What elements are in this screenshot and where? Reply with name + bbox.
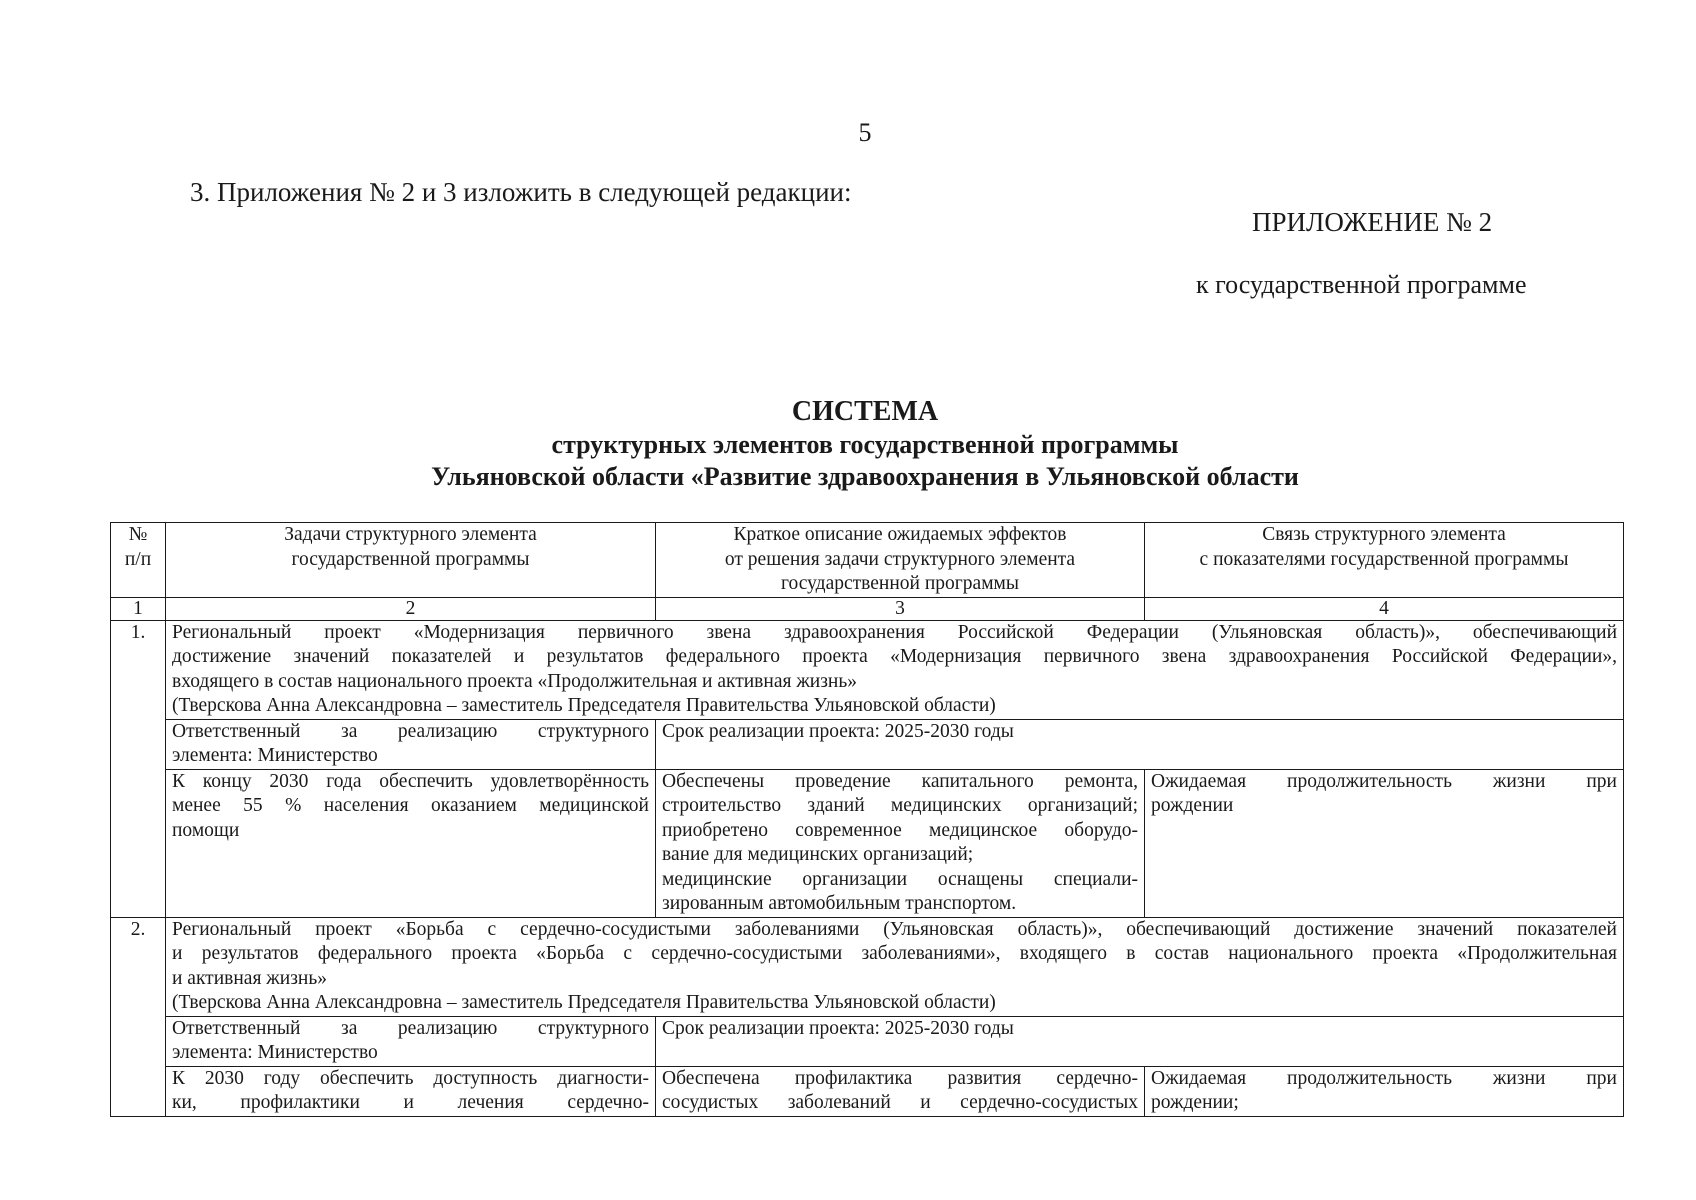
page-number: 5 (858, 118, 872, 147)
header-effects: Краткое описание ожидаемых эффектов от решения задачи структурного элемента государственной программы (656, 523, 1145, 598)
row-number: 1. (111, 620, 166, 917)
header-indicators: Связь структурного элемента с показателями государственной программы (1145, 523, 1624, 598)
effects-cell: Обеспечена профилактика развития сердечно- сосудистых заболеваний и сердечно-сосудистых (656, 1066, 1145, 1116)
indicators-cell: Ожидаемая продолжительность жизни при рождении; (1145, 1066, 1624, 1116)
project-description: Региональный проект «Модернизация первичного звена здравоохранения Российской Федерации (Ульяновская область)», обеспечивающий достижение значений показателей и результатов федерального проекта «Модернизация первичного звена здравоохранения Российской Федерации», входящего в состав национального проекта «Продолжительная и активная жизнь» (Тверскова Анна Александровна – заместитель Председателя Правительства Ульяновской области) (166, 620, 1624, 719)
column-number-row (111, 597, 1624, 620)
document-title-line-2: структурных элементов государственной программы (551, 430, 1179, 459)
responsible-cell: Ответственный за реализацию структурного элемента: Министерство (166, 719, 656, 769)
term-cell: Срок реализации проекта: 2025-2030 годы (656, 1016, 1624, 1066)
column-number: 2 (166, 597, 656, 620)
table-row (111, 769, 1624, 917)
project-description: Региональный проект «Борьба с сердечно-сосудистыми заболеваниями (Ульяновская область)», обеспечивающий достижение значений показателей и результатов федерального проекта «Борьба с сердечно-сосудистыми заболеваниями», входящего в состав национального проекта «Продолжительная и активная жизнь» (Тверскова Анна Александровна – заместитель Председателя Правительства Ульяновской области) (166, 917, 1624, 1016)
column-number: 1 (111, 597, 166, 620)
amendment-item-3: 3. Приложения № 2 и 3 изложить в следующей редакции: (190, 177, 852, 207)
responsible-cell: Ответственный за реализацию структурного элемента: Министерство (166, 1016, 656, 1066)
document-title: СИСТЕМА (791, 396, 939, 427)
effects-cell: Обеспечены проведение капитального ремонта, строительство зданий медицинских организаций; приобретено современное медицинское оборудо- вание для медицинских организаций; медицинские организации оснащены специали- зированным автомобильным транспортом. (656, 769, 1145, 917)
table-row (111, 917, 1624, 1016)
header-number: № п/п (111, 523, 166, 598)
column-number: 3 (656, 597, 1145, 620)
task-cell: К 2030 году обеспечить доступность диагности- ки, профилактики и лечения сердечно- (166, 1066, 656, 1116)
table-row (111, 1066, 1624, 1116)
appendix-subtitle: к государственной программе (1196, 270, 1527, 299)
table-row (111, 1016, 1624, 1066)
task-cell: К концу 2030 года обеспечить удовлетворённость менее 55 % населения оказанием медицинской помощи (166, 769, 656, 917)
header-tasks: Задачи структурного элемента государственной программы (166, 523, 656, 598)
table-row (111, 620, 1624, 719)
table-row (111, 719, 1624, 769)
term-cell: Срок реализации проекта: 2025-2030 годы (656, 719, 1624, 769)
row-number: 2. (111, 917, 166, 1116)
structural-elements-table (110, 522, 1624, 1117)
column-number: 4 (1145, 597, 1624, 620)
table-header-row (111, 523, 1624, 598)
indicators-cell: Ожидаемая продолжительность жизни при рождении (1145, 769, 1624, 917)
document-title-line-3: Ульяновской области «Развитие здравоохранения в Ульяновской области (431, 462, 1299, 491)
appendix-label: ПРИЛОЖЕНИЕ № 2 (1252, 207, 1493, 237)
